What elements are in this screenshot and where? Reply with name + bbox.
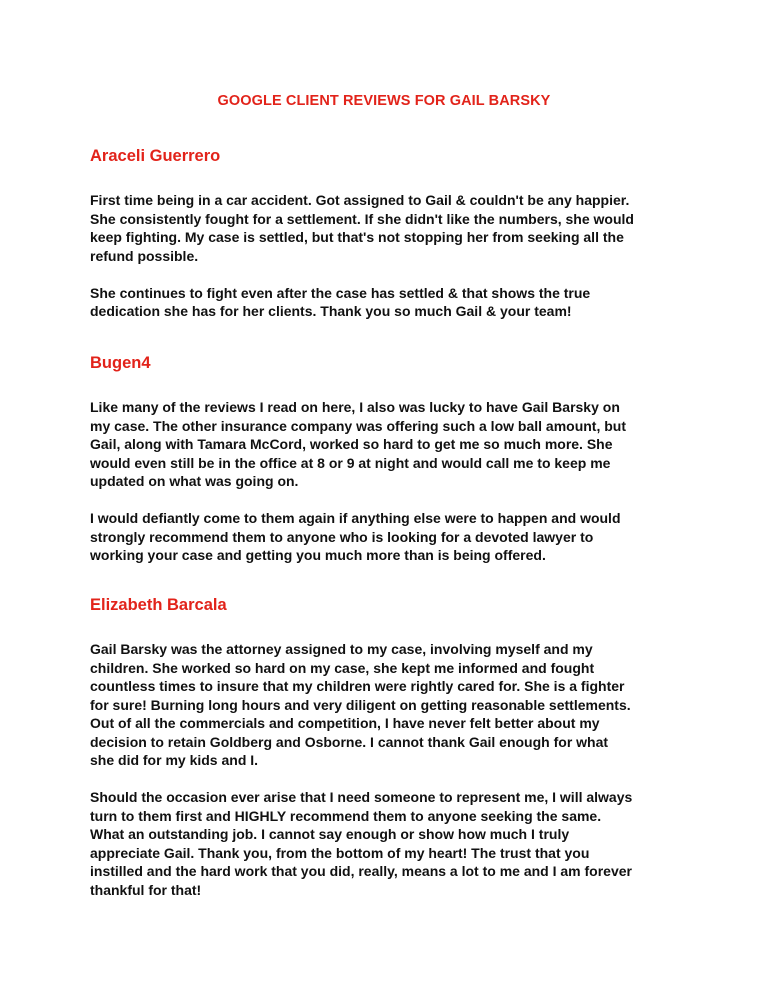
review-line: my case. The other insurance company was offering such a low ball amount, but	[90, 417, 627, 434]
review-line: Should the occasion ever arise that I need someone to represent me, I will always	[90, 789, 633, 805]
review-line: thankful for that!	[90, 881, 202, 898]
review-line: working your case and getting you much more than is being offered.	[90, 547, 546, 563]
review-araceli-guerrero	[90, 146, 690, 321]
review-line: turn to them first and HIGHLY recommend them to anyone seeking the same.	[90, 807, 602, 824]
reviewer-name: Bugen4	[90, 354, 151, 372]
review-line: What an outstanding job. I cannot say enough or show how much I truly	[90, 826, 570, 842]
review-line: Like many of the reviews I read on here, I also was lucky to have Gail Barsky on	[90, 399, 620, 415]
review-line: updated on what was going on.	[90, 473, 299, 489]
review-line: She continues to fight even after the case has settled & that shows the true	[90, 284, 591, 301]
review-line: children. She worked so hard on my case, she kept me informed and fought	[90, 659, 595, 676]
review-elizabeth-barcala	[90, 595, 690, 899]
review-line: First time being in a car accident. Got assigned to Gail & couldn't be any happier.	[90, 192, 630, 208]
review-line: she did for my kids and I.	[90, 752, 259, 768]
review-line: I would defiantly come to them again if anything else were to happen and would	[90, 510, 621, 526]
review-line: would even still be in the office at 8 or 9 at night and would call me to keep me	[90, 454, 611, 471]
reviewer-name: Araceli Guerrero	[90, 147, 221, 165]
review-line: strongly recommend them to anyone who is looking for a devoted lawyer to	[90, 528, 594, 545]
review-line: She consistently fought for a settlement. If she didn't like the numbers, she would	[90, 210, 634, 227]
review-line: instilled and the hard work that you did, really, means a lot to me and I am forever	[90, 863, 632, 879]
review-paragraph	[90, 640, 690, 770]
review-paragraph	[90, 509, 690, 565]
review-line: appreciate Gail. Thank you, from the bottom of my heart! The trust that you	[90, 844, 590, 861]
review-paragraph	[90, 398, 690, 491]
review-line: countless times to insure that my children were rightly cared for. She is a fighter	[90, 678, 625, 694]
reviewer-name: Elizabeth Barcala	[90, 596, 227, 614]
document-title: GOOGLE CLIENT REVIEWS FOR GAIL BARSKY	[217, 93, 551, 109]
review-line: dedication she has for her clients. Thank you so much Gail & your team!	[90, 303, 572, 319]
review-line: keep fighting. My case is settled, but that's not stopping her from seeking all the	[90, 229, 624, 245]
review-line: Gail, along with Tamara McCord, worked so hard to get me so much more. She	[90, 436, 613, 452]
review-paragraph	[90, 284, 690, 321]
review-line: decision to retain Goldberg and Osborne. I cannot thank Gail enough for what	[90, 733, 609, 750]
review-line: Gail Barsky was the attorney assigned to my case, involving myself and my	[90, 641, 593, 657]
review-bugen4	[90, 353, 690, 565]
review-line: Out of all the commercials and competition, I have never felt better about my	[90, 715, 600, 731]
review-line: refund possible.	[90, 247, 199, 264]
review-line: for sure! Burning long hours and very diligent on getting reasonable settlements.	[90, 696, 631, 713]
review-paragraph	[90, 788, 690, 899]
review-paragraph	[90, 191, 690, 265]
